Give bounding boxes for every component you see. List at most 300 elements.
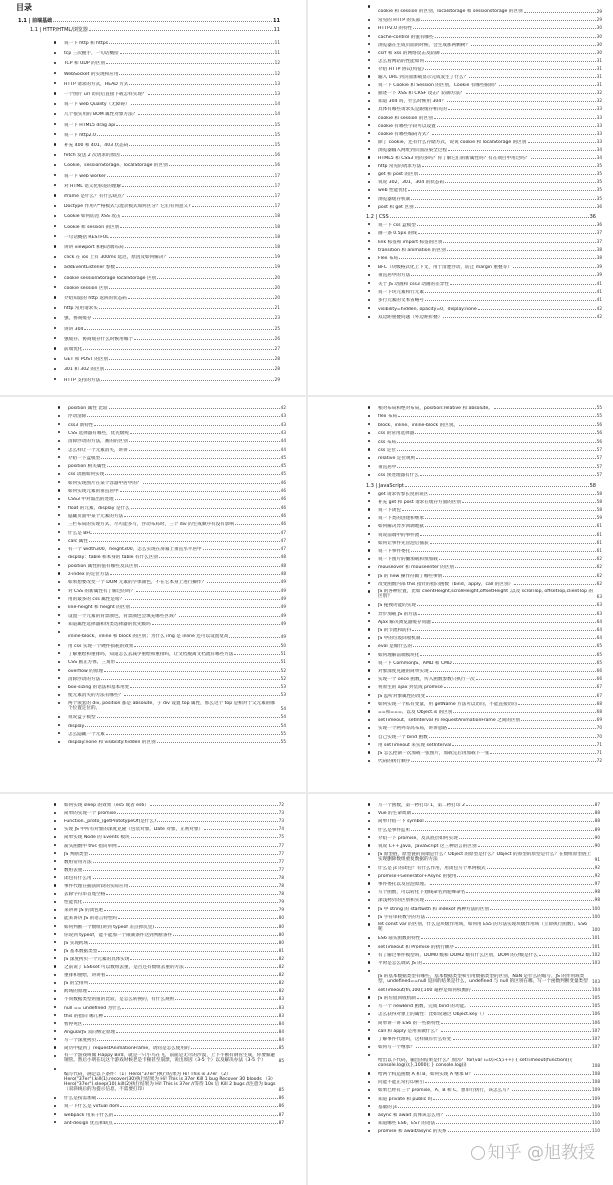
toc-entry[interactable] [378,627,602,632]
toc-entry-page: 19 [274,254,280,260]
toc-entry[interactable] [378,1079,600,1084]
bullet-icon [368,812,370,814]
toc-entry[interactable] [64,193,280,198]
toc-entry[interactable] [68,554,286,559]
toc-entry[interactable] [378,709,602,714]
toc-entry[interactable] [64,924,284,929]
leader-dots [411,273,595,276]
toc-entry[interactable] [378,74,602,79]
toc-entry-page: 66 [596,676,602,682]
toc-entry[interactable] [378,187,602,192]
bullet-icon [368,181,370,183]
toc-entry[interactable] [68,521,286,526]
toc-entry[interactable] [64,326,280,331]
toc-entry[interactable] [64,315,280,320]
toc-entry[interactable] [378,556,602,561]
toc-entry[interactable] [64,377,280,382]
toc-entry[interactable] [378,1112,600,1117]
toc-entry[interactable] [64,964,284,969]
toc-entry[interactable] [68,422,286,427]
toc-entry[interactable] [378,548,602,553]
toc-entry[interactable] [378,897,600,902]
toc-entry[interactable] [64,162,280,167]
toc-entry[interactable] [378,297,602,302]
toc-entry[interactable] [64,1045,284,1050]
toc-entry[interactable] [68,643,286,648]
toc-entry[interactable] [378,123,602,128]
bullet-icon [58,448,60,450]
toc-entry[interactable] [378,507,602,512]
toc-entry[interactable] [378,968,600,984]
toc-entry[interactable] [378,413,602,418]
toc-entry[interactable] [64,50,280,55]
toc-entry[interactable] [64,1053,284,1063]
toc-entry[interactable] [64,101,280,106]
toc-entry[interactable] [378,491,602,496]
toc-entry[interactable] [64,91,280,96]
toc-entry-page: 35 [596,195,602,201]
toc-entry[interactable] [64,71,280,76]
toc-entry[interactable] [68,596,286,601]
bullet-icon [54,92,56,94]
toc-entry[interactable] [378,204,602,209]
toc-entry-title: 垂直居中的方法 [378,273,411,279]
toc-entry[interactable] [378,464,602,469]
toc-entry[interactable] [64,915,284,920]
toc-entry[interactable] [64,183,280,188]
toc-entry[interactable] [64,1029,284,1034]
toc-entry[interactable] [68,455,286,460]
toc-entry[interactable] [378,851,600,861]
toc-entry[interactable] [68,604,286,609]
toc-entry[interactable] [378,289,602,294]
toc-entry[interactable] [378,472,602,477]
toc-entry[interactable] [64,213,280,218]
leader-dots [459,836,594,839]
toc-entry[interactable] [68,676,286,681]
toc-entry[interactable] [64,802,284,807]
bullet-icon [368,710,370,712]
toc-entry[interactable] [378,1087,600,1092]
toc-entry[interactable] [378,90,602,95]
toc-entry[interactable] [378,589,602,599]
toc-entry[interactable] [378,835,600,840]
leader-dots [434,116,596,119]
toc-entry-page: 61 [596,539,602,545]
toc-entry[interactable] [64,1112,284,1117]
toc-entry-title: 写一个 newBind 函数，完成 bind 的功能。 [378,1004,469,1010]
toc-entry[interactable] [64,1066,284,1092]
toc-entry[interactable] [68,621,286,626]
leader-dots [203,547,280,550]
toc-entry-page: 74 [278,826,284,832]
toc-entry-page: 14 [274,101,280,107]
toc-entry[interactable] [378,865,600,870]
toc-entry[interactable] [378,573,602,578]
toc-entry[interactable] [64,1037,284,1042]
toc-entry[interactable] [378,455,602,460]
toc-entry[interactable] [64,996,284,1001]
toc-entry[interactable] [378,652,602,657]
toc-entry[interactable] [378,564,602,569]
toc-entry[interactable] [64,275,280,280]
toc-entry-title: 问能不能正常打印索引 [378,1080,424,1086]
toc-entry[interactable] [68,405,286,410]
bullet-icon [368,945,370,947]
toc-entry[interactable] [64,234,280,239]
toc-entry[interactable] [378,115,602,120]
toc-entry[interactable] [378,660,602,665]
toc-entry[interactable] [378,701,602,706]
toc-entry-title: JS 判断类型 [64,851,89,857]
toc-entry[interactable] [64,336,280,341]
toc-entry[interactable] [378,827,600,832]
toc-entry[interactable] [378,758,602,763]
toc-entry[interactable] [68,588,286,593]
toc-entry[interactable] [68,463,286,468]
toc-entry[interactable] [378,935,600,940]
toc-entry[interactable] [68,714,286,719]
toc-entry[interactable] [68,692,286,697]
toc-entry[interactable] [378,163,602,168]
leader-dots [104,908,277,911]
leader-dots [452,743,596,746]
toc-entry[interactable] [64,948,284,953]
bullet-icon [368,853,370,855]
toc-entry[interactable] [64,203,280,208]
toc-entry-page: 87 [278,1111,284,1117]
bullet-icon [54,103,56,105]
toc-entry[interactable] [68,546,286,551]
toc-entry-page: 64 [596,618,602,624]
toc-entry-page: 18 [274,223,280,229]
toc-entry[interactable] [378,196,602,201]
toc-entry[interactable] [378,1096,600,1101]
toc-entry[interactable] [64,40,280,45]
toc-entry[interactable] [378,82,602,87]
toc-entry[interactable] [68,613,286,618]
toc-entry[interactable] [68,629,286,639]
toc-entry-title: setTimeout 和 Promise 的执行顺序 [378,944,454,950]
toc-entry[interactable] [64,956,284,961]
toc-entry-page: 29 [274,376,280,382]
toc-entry[interactable] [378,881,600,886]
toc-entry[interactable] [378,139,602,144]
toc-entry[interactable] [378,676,602,681]
toc-entry[interactable] [378,247,602,252]
toc-entry[interactable] [64,1021,284,1026]
toc-entry[interactable] [64,826,284,831]
toc-entry[interactable] [378,439,602,444]
toc-entry[interactable] [64,932,284,937]
leader-dots [459,423,596,426]
toc-entry[interactable] [378,750,602,755]
toc-entry[interactable] [64,1095,284,1100]
toc-entry[interactable] [378,717,602,722]
toc-entry-page: 12 [274,70,280,76]
toc-entry[interactable] [378,889,600,894]
toc-entry-title: 你说到 typeof，能不能加一个限制条件达到判断条件 [64,932,173,938]
toc-entry[interactable] [68,488,286,493]
toc-entry[interactable] [378,222,602,227]
toc-entry[interactable] [378,668,602,673]
toc-entry[interactable] [378,430,602,435]
toc-entry[interactable] [378,944,600,949]
toc-entry-title: css 布局 [378,439,396,445]
toc-entry-page: 55 [596,405,602,410]
toc-entry[interactable] [64,1120,284,1125]
toc-entry[interactable] [378,4,602,14]
toc-entry-title: tcp 三次握手，一句话概括 [64,51,119,57]
leader-dots [131,506,280,509]
toc-entry[interactable] [378,25,602,30]
toc-entry[interactable] [378,725,602,730]
toc-entry[interactable] [378,1128,600,1133]
toc-entry[interactable] [68,739,286,744]
toc-entry-page: 17 [274,182,280,188]
toc-entry[interactable] [378,499,602,504]
toc-entry-title: 知道哪些 ES6，ES7 的语法 [378,1121,436,1127]
toc-entry[interactable] [378,995,600,1000]
toc-entry[interactable] [64,1005,284,1010]
toc-entry[interactable] [378,98,602,103]
toc-entry[interactable] [378,1120,600,1125]
toc-entry[interactable] [64,883,284,888]
toc-entry[interactable] [378,255,602,260]
toc-entry-title: 异步加载 JS 的方法 [378,611,418,617]
toc-entry[interactable] [68,701,286,711]
toc-entry[interactable] [378,1104,600,1109]
toc-entry[interactable] [378,147,602,152]
toc-entry-page: 106 [592,1011,600,1017]
bullet-icon [368,232,370,234]
toc-entry[interactable] [64,988,284,993]
toc-entry[interactable] [378,922,600,932]
toc-entry[interactable] [378,684,602,689]
toc-entry[interactable] [64,851,284,856]
toc-entry-title: 实现 JS 中所有对象的深度克隆（包装对象，Date 对象，正则对象） [64,827,204,833]
bullet-icon [368,67,370,69]
section-heading: 1.1 | 前端基础 11 [18,18,280,24]
toc-entry[interactable] [378,810,600,815]
toc-entry[interactable] [68,530,286,535]
toc-entry[interactable] [378,1044,600,1049]
toc-entry[interactable] [378,873,600,878]
toc-entry[interactable] [378,306,602,311]
toc-entry[interactable] [68,684,286,689]
toc-entry[interactable] [378,272,602,277]
toc-entry[interactable] [378,155,602,160]
toc-entry[interactable] [64,818,284,823]
toc-entry[interactable] [378,843,600,848]
toc-entry[interactable] [378,264,602,269]
toc-entry-page: 62 [596,564,602,570]
toc-entry[interactable] [378,58,602,63]
toc-entry[interactable] [378,523,602,528]
toc-entry[interactable] [378,1011,600,1016]
toc-entry[interactable] [68,505,286,510]
toc-entry[interactable] [378,405,602,410]
toc-entry[interactable] [64,173,280,178]
toc-entry-page: 88 [594,810,600,816]
toc-entry[interactable] [378,50,602,55]
toc-entry[interactable] [68,538,286,543]
toc-entry[interactable] [378,1020,600,1025]
bullet-icon [368,996,370,998]
toc-entry[interactable] [64,810,284,815]
toc-entry[interactable] [64,254,280,259]
toc-entry[interactable] [64,152,280,157]
toc-entry[interactable] [68,668,286,673]
bullet-icon [54,901,56,903]
leader-dots [204,827,278,830]
toc-entry[interactable] [378,515,602,520]
toc-entry[interactable] [378,106,602,111]
toc-entry-title: addEventListener 参数 [64,265,115,271]
toc-entry[interactable] [378,1071,600,1076]
toc-entry[interactable] [64,899,284,904]
toc-entry-page: 61 [596,531,602,537]
leader-dots [120,51,274,54]
bullet-icon [54,974,56,976]
toc-entry[interactable] [378,314,602,319]
toc-entry-page: 49 [280,620,286,626]
toc-entry[interactable] [64,366,280,371]
toc-entry[interactable] [378,42,602,47]
toc-entry[interactable] [64,875,284,880]
toc-entry[interactable] [378,447,602,452]
toc-entry-title: float 的元素，display 是什么 [68,505,130,511]
toc-entry[interactable] [64,972,284,977]
toc-entry[interactable] [64,81,280,86]
toc-entry[interactable] [378,34,602,39]
toc-entry[interactable] [378,818,600,823]
toc-entry[interactable] [68,513,286,518]
toc-entry[interactable] [64,346,280,351]
toc-entry[interactable] [378,171,602,176]
toc-entry[interactable] [64,356,280,361]
toc-entry-page: 86 [278,1095,284,1101]
leader-dots [89,539,280,542]
toc-entry[interactable] [64,132,280,137]
toc-entry[interactable] [68,579,286,584]
toc-entry[interactable] [378,611,602,616]
toc-entry[interactable] [68,571,286,576]
toc-entry[interactable] [378,239,602,244]
toc-entry[interactable] [378,802,600,807]
toc-entry[interactable] [64,843,284,848]
toc-entry-title: 对 CSS 的新属性有了解过的吗？ [68,588,136,594]
toc-entry[interactable] [68,430,286,435]
toc-entry[interactable] [64,244,280,249]
toc-entry[interactable] [68,496,286,501]
toc-entry[interactable] [378,422,602,427]
leader-dots [116,660,279,663]
toc-entry[interactable] [68,413,286,418]
toc-entry[interactable] [378,693,602,698]
toc-entry[interactable] [68,651,286,656]
toc-entry[interactable] [378,734,602,739]
toc-entry[interactable] [64,859,284,864]
toc-entry[interactable] [64,142,280,147]
toc-entry[interactable] [378,602,602,607]
toc-entry[interactable] [378,66,602,71]
toc-entry[interactable] [64,907,284,912]
toc-entry[interactable] [378,131,602,136]
toc-entry[interactable] [378,540,602,545]
toc-entry[interactable] [68,438,286,443]
toc-entry[interactable] [378,1028,600,1033]
toc-entry[interactable] [378,581,602,586]
toc-entry[interactable] [378,230,602,235]
toc-entry[interactable] [378,17,602,22]
toc-entry[interactable] [378,619,602,624]
toc-entry[interactable] [378,987,600,992]
toc-entry[interactable] [378,952,600,957]
toc-entry[interactable] [378,1036,600,1041]
toc-entry-title: css 定位 [378,448,396,453]
toc-entry[interactable] [68,447,286,452]
bullet-icon [368,415,370,417]
toc-entry[interactable] [378,179,602,184]
toc-entry[interactable] [68,659,286,664]
toc-entry[interactable] [64,295,280,300]
toc-entry[interactable] [378,635,602,640]
bullet-icon [54,1097,56,1099]
toc-entry[interactable] [64,940,284,945]
toc-entry[interactable] [378,281,602,286]
bullet-icon [58,732,60,734]
leader-dots [453,1037,591,1040]
toc-entry[interactable] [378,532,602,537]
toc-entry[interactable] [68,731,286,736]
toc-entry[interactable] [68,723,286,728]
toc-entry[interactable] [378,914,600,919]
toc-entry[interactable] [64,264,280,269]
toc-entry[interactable] [378,906,600,911]
leader-dots [425,59,596,62]
leader-dots [136,589,280,592]
toc-entry[interactable] [378,960,600,965]
toc-entry[interactable] [68,471,286,476]
toc-entry[interactable] [64,891,284,896]
toc-entry[interactable] [64,305,280,310]
toc-entry[interactable] [378,643,602,648]
leader-dots [127,194,273,197]
toc-entry[interactable] [64,285,280,290]
toc-entry[interactable] [378,742,602,747]
bullet-icon [368,961,370,963]
toc-entry[interactable] [64,60,280,65]
toc-entry[interactable] [378,1052,600,1068]
toc-entry[interactable] [68,480,286,485]
toc-entry-page: 16 [274,162,280,168]
toc-entry[interactable] [64,111,280,116]
toc-entry-title: 将原生的 ajax 封装成 promise [378,685,443,691]
toc-entry-page: 57 [596,455,602,461]
toc-entry[interactable] [64,1013,284,1018]
toc-entry[interactable] [378,1003,600,1008]
toc-entry[interactable] [64,224,280,229]
toc-entry[interactable] [64,1103,284,1108]
toc-entry[interactable] [64,834,284,839]
leader-dots [447,99,596,102]
toc-entry[interactable] [64,867,284,872]
toc-entry[interactable] [64,980,284,985]
toc-entry[interactable] [68,563,286,568]
bullet-icon [54,1121,56,1123]
toc-entry[interactable] [64,122,280,127]
